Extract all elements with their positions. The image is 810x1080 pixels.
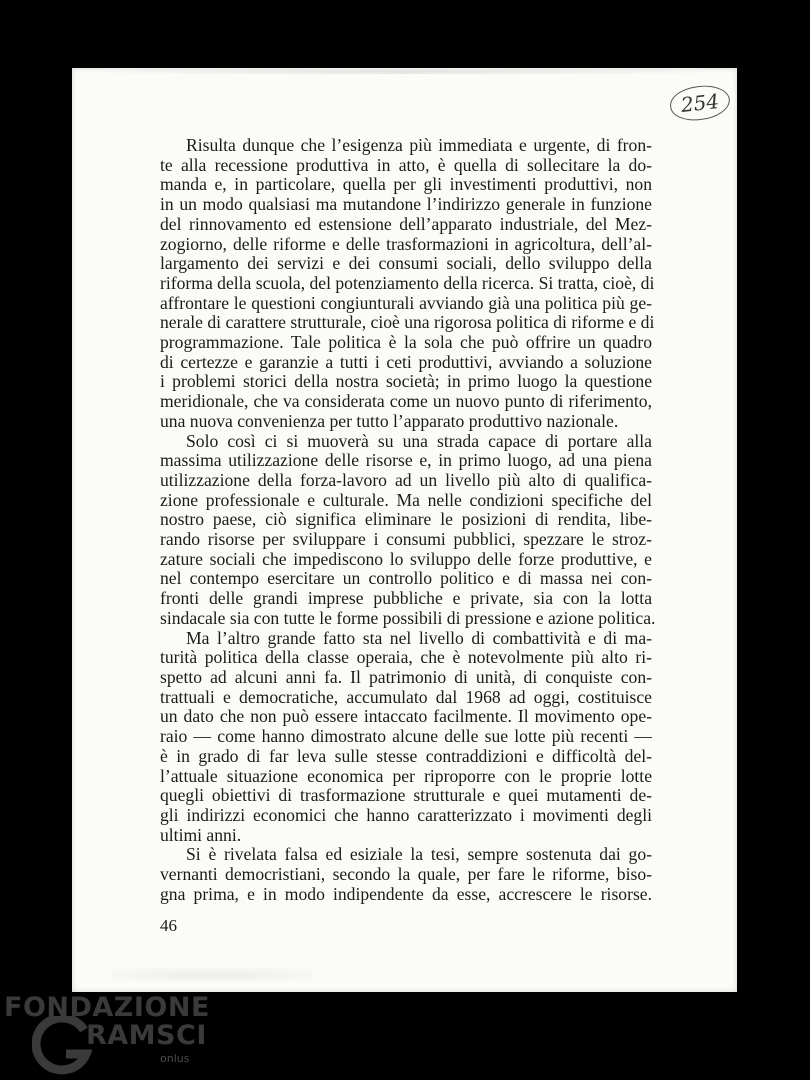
- document-page: [72, 68, 737, 992]
- text-line: gli indirizzi economici che hanno caratterizzato i movimenti degli: [160, 804, 652, 825]
- text-line: un dato che non può essere intaccato facilmente. Il movimento ope-: [160, 706, 652, 727]
- text-line: fronti delle grandi imprese pubbliche e private, sia con la lotta: [160, 588, 652, 609]
- text-line: vernanti democristiani, secondo la quale, per fare le riforme, biso-: [160, 864, 652, 885]
- text-line: affrontare le questioni congiunturali avviando già una politica più ge-: [160, 292, 652, 313]
- text-line: meridionale, che va considerata come un nuovo punto di riferimento,: [160, 391, 652, 412]
- text-line: nerale di carattere strutturale, cioè una rigorosa politica di riforme e di: [160, 312, 655, 333]
- text-line: del rinnovamento ed estensione dell’apparato industriale, del Mez-: [160, 213, 652, 234]
- text-line: è in grado di far leva sulle stesse contraddizioni e difficoltà del-: [160, 745, 652, 766]
- text-line: quegli obiettivi di trasformazione strutturale e quei mutamenti de-: [160, 785, 652, 806]
- text-line: Risulta dunque che l’esigenza più immediata e urgente, di fron-: [186, 135, 652, 155]
- scan-smudge: [112, 968, 312, 982]
- text-line: Ma l’altro grande fatto sta nel livello di combattività e di ma-: [186, 627, 652, 648]
- watermark-line-2: RAMSCI: [86, 1020, 207, 1051]
- watermark-line-1: FONDAZIONE: [4, 992, 210, 1023]
- text-line: zature sociali che impediscono lo sviluppo delle forze produttive, e: [160, 548, 652, 569]
- text-line: zogiorno, delle riforme e delle trasformazioni in agricoltura, dell’al-: [160, 233, 652, 254]
- page-number: 46: [160, 916, 177, 935]
- body-text: [160, 135, 656, 904]
- text-line: i problemi storici della nostra società; in primo luogo la questione: [160, 371, 652, 392]
- text-line: largamento dei servizi e dei consumi sociali, dello sviluppo della: [160, 253, 652, 274]
- text-line: programmazione. Tale politica è la sola che può offrire un quadro: [160, 332, 652, 353]
- text-line: una nuova convenienza per tutto l’apparato produttivo nazionale.: [160, 410, 619, 431]
- text-line: massima utilizzazione delle risorse e, in primo luogo, ad una piena: [160, 450, 652, 471]
- text-line: trattuali e democratiche, accumulato dal 1968 ad oggi, costituisce: [160, 686, 652, 707]
- text-line: te alla recessione produttiva in atto, è quella di sollecitare la do-: [160, 154, 652, 175]
- text-line: gna prima, e in modo indipendente da esse, accrescere le risorse.: [160, 883, 652, 904]
- fondazione-gramsci-g-logo-icon: [32, 1016, 92, 1076]
- archive-number-stamp: 254: [668, 83, 731, 123]
- text-line: spetto ad alcuni anni fa. Il patrimonio di unità, di conquiste con-: [160, 666, 652, 687]
- text-line: zione professionale e culturale. Ma nelle condizioni specifiche del: [160, 489, 652, 510]
- text-line: riforma della scuola, del potenziamento della ricerca. Si tratta, cioè, di: [160, 272, 655, 293]
- text-line: sindacale sia con tutte le forme possibili di pressione e azione politica.: [160, 607, 656, 628]
- text-line: Solo così ci si muoverà su una strada capace di portare alla: [186, 430, 652, 451]
- text-line: nel contempo esercitare un controllo politico e di massa nei con-: [160, 568, 652, 589]
- text-line: raio — come hanno dimostrato alcune delle sue lotte più recenti —: [160, 726, 652, 747]
- text-line: ultimi anni.: [160, 824, 242, 845]
- text-line: nostro paese, ciò significa eliminare le posizioni di rendita, libe-: [160, 509, 652, 530]
- watermark-line-3: onlus: [160, 1052, 190, 1065]
- text-line: utilizzazione della forza-lavoro ad un livello più alto di qualifica-: [160, 469, 652, 490]
- text-line: di certezze e garanzie a tutti i ceti produttivi, avviando a soluzione: [160, 351, 652, 372]
- text-line: l’attuale situazione economica per riproporre con le proprie lotte: [160, 765, 652, 786]
- text-line: manda e, in particolare, quella per gli investimenti produttivi, non: [160, 174, 652, 195]
- text-line: rando risorse per sviluppare i consumi pubblici, spezzare le stroz-: [160, 529, 652, 550]
- text-line: in un modo qualsiasi ma mutandone l’indirizzo generale in funzione: [160, 194, 652, 215]
- text-line: turità politica della classe operaia, che è notevolmente più alto ri-: [160, 647, 652, 668]
- text-line: Si è rivelata falsa ed esiziale la tesi, sempre sostenuta dai go-: [186, 844, 652, 865]
